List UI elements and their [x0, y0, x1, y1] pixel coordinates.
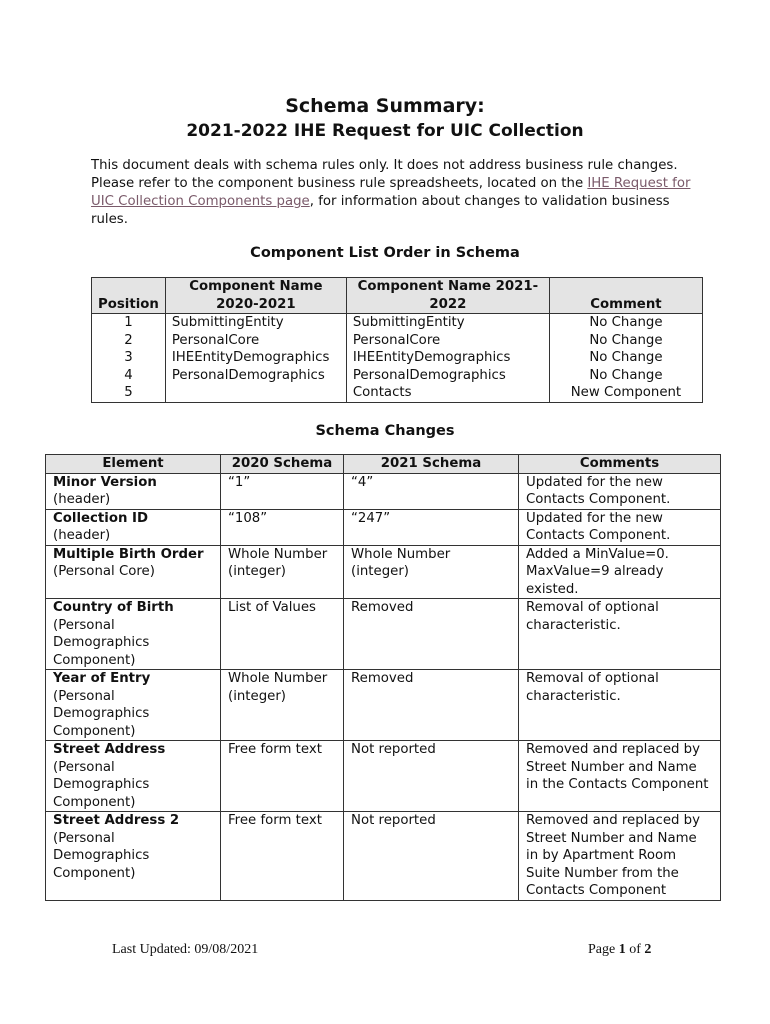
- cell-position: 5: [92, 384, 166, 402]
- cell-element: [46, 473, 221, 509]
- intro-text-after: , for information about changes to validation business rules.: [91, 194, 670, 227]
- cell-element: [46, 670, 221, 741]
- cell-element: [46, 812, 221, 901]
- cell-position: 1: [92, 314, 166, 332]
- component-list-heading: Component List Order in Schema: [250, 245, 520, 261]
- cell-element: [46, 741, 221, 812]
- element-name: Street Address: [53, 742, 166, 757]
- element-location: (Personal Demographics Component): [53, 688, 150, 739]
- cell-2020-schema: Whole Number (integer): [221, 670, 344, 741]
- element-location: (Personal Demographics Component): [53, 617, 150, 668]
- page-number: Page 1 of 2: [588, 942, 652, 957]
- element-name: Country of Birth: [53, 600, 174, 615]
- element-name: Minor Version: [53, 474, 157, 490]
- document-title: Schema Summary:: [285, 95, 485, 117]
- cell-position: 3: [92, 349, 166, 367]
- cell-comments: Removal of optional characteristic.: [519, 670, 721, 741]
- element-name: Street Address 2: [53, 813, 180, 828]
- column-header-comments: Comments: [519, 455, 721, 474]
- cell-2021-schema: Removed: [344, 670, 519, 741]
- intro-paragraph: [91, 157, 691, 229]
- element-name: Collection ID: [53, 510, 149, 526]
- cell-component-2020: PersonalDemographics: [165, 367, 346, 385]
- element-location: (Personal Core): [53, 564, 155, 579]
- cell-element: [46, 509, 221, 545]
- schema-changes-header-row: [46, 455, 721, 474]
- column-header-2021: Component Name 2021-2022: [346, 278, 549, 314]
- column-header-2021-schema: 2021 Schema: [344, 455, 519, 474]
- table-row: [92, 384, 703, 402]
- cell-2021-schema: Not reported: [344, 741, 519, 812]
- table-row: [92, 314, 703, 332]
- cell-2021-schema: Not reported: [344, 812, 519, 901]
- cell-2020-schema: Free form text: [221, 741, 344, 812]
- cell-comment: New Component: [549, 384, 702, 402]
- cell-2021-schema: Removed: [344, 599, 519, 670]
- cell-2020-schema: Whole Number (integer): [221, 545, 344, 599]
- cell-component-2020: PersonalCore: [165, 332, 346, 350]
- cell-component-2021: SubmittingEntity: [346, 314, 549, 332]
- cell-element: [46, 599, 221, 670]
- cell-comment: No Change: [549, 367, 702, 385]
- schema-changes-heading: Schema Changes: [315, 423, 455, 439]
- table-row: [46, 473, 721, 509]
- column-header-element: Element: [46, 455, 221, 474]
- table-row: [46, 741, 721, 812]
- cell-2020-schema: List of Values: [221, 599, 344, 670]
- cell-component-2021: IHEEntityDemographics: [346, 349, 549, 367]
- cell-component-2020: IHEEntityDemographics: [165, 349, 346, 367]
- cell-2021-schema: Whole Number (integer): [344, 545, 519, 599]
- cell-component-2020: SubmittingEntity: [165, 314, 346, 332]
- last-updated: Last Updated: 09/08/2021: [112, 942, 259, 957]
- cell-comments: Removal of optional characteristic.: [519, 599, 721, 670]
- element-name: Year of Entry: [53, 671, 151, 686]
- cell-2021-schema: “4”: [344, 473, 519, 509]
- column-header-position: Position: [92, 278, 166, 314]
- cell-comments: Updated for the new Contacts Component.: [519, 509, 721, 545]
- column-header-2020-schema: 2020 Schema: [221, 455, 344, 474]
- table-row: [46, 599, 721, 670]
- document-subtitle: 2021-2022 IHE Request for UIC Collection: [186, 121, 584, 141]
- table-row: [92, 332, 703, 350]
- cell-comment: No Change: [549, 332, 702, 350]
- intro-text-before: This document deals with schema rules only. It does not address business rule changes. Please refer to the component business rule spreadsheets, located on the: [91, 158, 678, 191]
- cell-2021-schema: “247”: [344, 509, 519, 545]
- table-row: [92, 349, 703, 367]
- cell-component-2020: [165, 384, 346, 402]
- cell-comment: No Change: [549, 349, 702, 367]
- table-row: [46, 545, 721, 599]
- schema-changes-table: [45, 454, 721, 901]
- cell-component-2021: Contacts: [346, 384, 549, 402]
- element-location: (header): [53, 492, 111, 507]
- column-header-2020: Component Name 2020-2021: [165, 278, 346, 314]
- element-location: (header): [53, 528, 111, 543]
- component-list-table: [91, 277, 703, 403]
- cell-element: [46, 545, 221, 599]
- cell-comments: Added a MinValue=0. MaxValue=9 already existed.: [519, 545, 721, 599]
- cell-comments: Removed and replaced by Street Number and Name in by Apartment Room Suite Number from the Contacts Component: [519, 812, 721, 901]
- cell-2020-schema: “108”: [221, 509, 344, 545]
- cell-component-2021: PersonalCore: [346, 332, 549, 350]
- table-row: [46, 509, 721, 545]
- cell-position: 4: [92, 367, 166, 385]
- cell-2020-schema: Free form text: [221, 812, 344, 901]
- component-list-header-row: [92, 278, 703, 314]
- element-location: (Personal Demographics Component): [53, 759, 150, 810]
- table-row: [46, 670, 721, 741]
- cell-comments: Removed and replaced by Street Number and Name in the Contacts Component: [519, 741, 721, 812]
- cell-comments: Updated for the new Contacts Component.: [519, 473, 721, 509]
- cell-position: 2: [92, 332, 166, 350]
- table-row: [92, 367, 703, 385]
- cell-comment: No Change: [549, 314, 702, 332]
- table-row: [46, 812, 721, 901]
- element-name: Multiple Birth Order: [53, 546, 204, 562]
- cell-2020-schema: “1”: [221, 473, 344, 509]
- element-location: (Personal Demographics Component): [53, 830, 150, 881]
- cell-component-2021: PersonalDemographics: [346, 367, 549, 385]
- components-page-link[interactable]: IHE Request for UIC Collection Components page: [91, 176, 691, 209]
- column-header-comment: Comment: [549, 278, 702, 314]
